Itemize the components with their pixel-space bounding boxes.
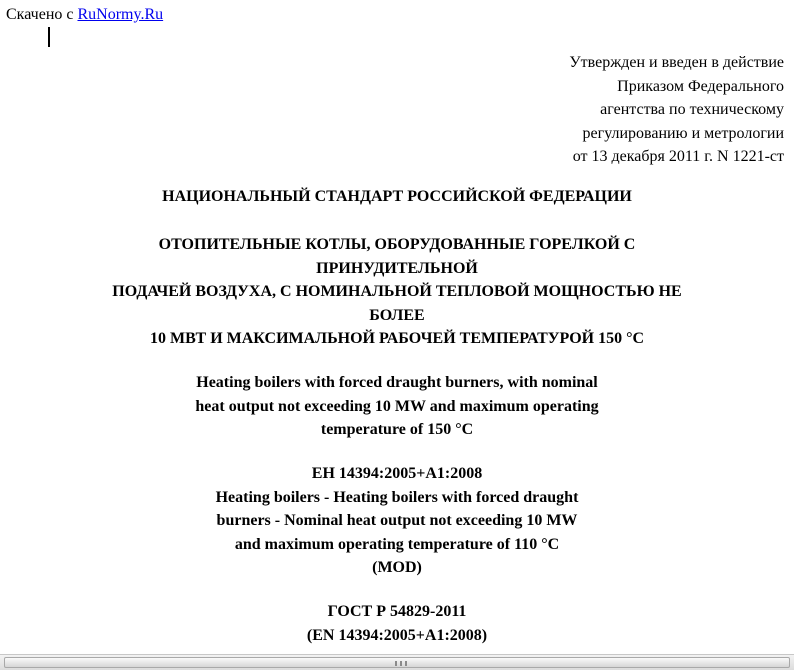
scrollbar-thumb[interactable] <box>4 657 790 668</box>
en-standard-reference <box>0 462 794 580</box>
approval-line: от 13 декабря 2011 г. N 1221-ст <box>572 148 784 165</box>
english-title-line: temperature of 150 °C <box>320 421 474 438</box>
source-line <box>6 6 163 24</box>
gost-line: ГОСТ Р 54829-2011 <box>327 603 467 620</box>
russian-title-line: ОТОПИТЕЛЬНЫЕ КОТЛЫ, ОБОРУДОВАННЫЕ ГОРЕЛКОЙ С <box>158 236 636 253</box>
en-standard-line: burners - Nominal heat output not exceeding 10 MW <box>216 512 578 529</box>
text-cursor <box>48 27 50 47</box>
russian-title-line: БОЛЕЕ <box>369 306 425 324</box>
gost-designation <box>0 600 794 647</box>
english-title-line: Heating boilers with forced draught burners, with nominal <box>196 374 598 391</box>
en-standard-line: and maximum operating temperature of 110 °C <box>234 535 560 553</box>
approval-line: агентства по техническому <box>600 101 784 118</box>
russian-title-line: 10 МВТ И МАКСИМАЛЬНОЙ РАБОЧЕЙ ТЕМПЕРАТУРОЙ 150 °С <box>149 330 645 347</box>
english-title <box>0 371 794 442</box>
en-standard-line: (MOD) <box>372 559 422 576</box>
russian-title-line: ПОДАЧЕЙ ВОЗДУХА, С НОМИНАЛЬНОЙ ТЕПЛОВОЙ МОЩНОСТЬЮ НЕ <box>112 283 682 300</box>
english-title-line: heat output not exceeding 10 MW and maximum operating <box>195 397 599 415</box>
national-title-text: НАЦИОНАЛЬНЫЙ СТАНДАРТ РОССИЙСКОЙ ФЕДЕРАЦИИ <box>162 188 632 205</box>
approval-line: регулированию и метрологии <box>582 124 784 142</box>
site-link[interactable]: RuNormy.Ru <box>77 6 164 23</box>
russian-title <box>0 233 794 351</box>
en-standard-line: ЕН 14394:2005+А1:2008 <box>311 465 483 482</box>
downloaded-prefix: Скачено с <box>6 6 74 23</box>
national-standard-title <box>0 187 794 207</box>
scrollbar-grip-icon <box>395 661 407 666</box>
horizontal-scrollbar[interactable] <box>0 654 794 670</box>
approval-line: Приказом Федерального <box>617 77 784 95</box>
gost-line: (EN 14394:2005+A1:2008) <box>306 626 488 644</box>
en-standard-line: Heating boilers - Heating boilers with forced draught <box>215 488 579 506</box>
approval-block <box>569 51 784 169</box>
approval-line: Утвержден и введен в действие <box>569 54 784 71</box>
russian-title-line: ПРИНУДИТЕЛЬНОЙ <box>316 259 478 277</box>
